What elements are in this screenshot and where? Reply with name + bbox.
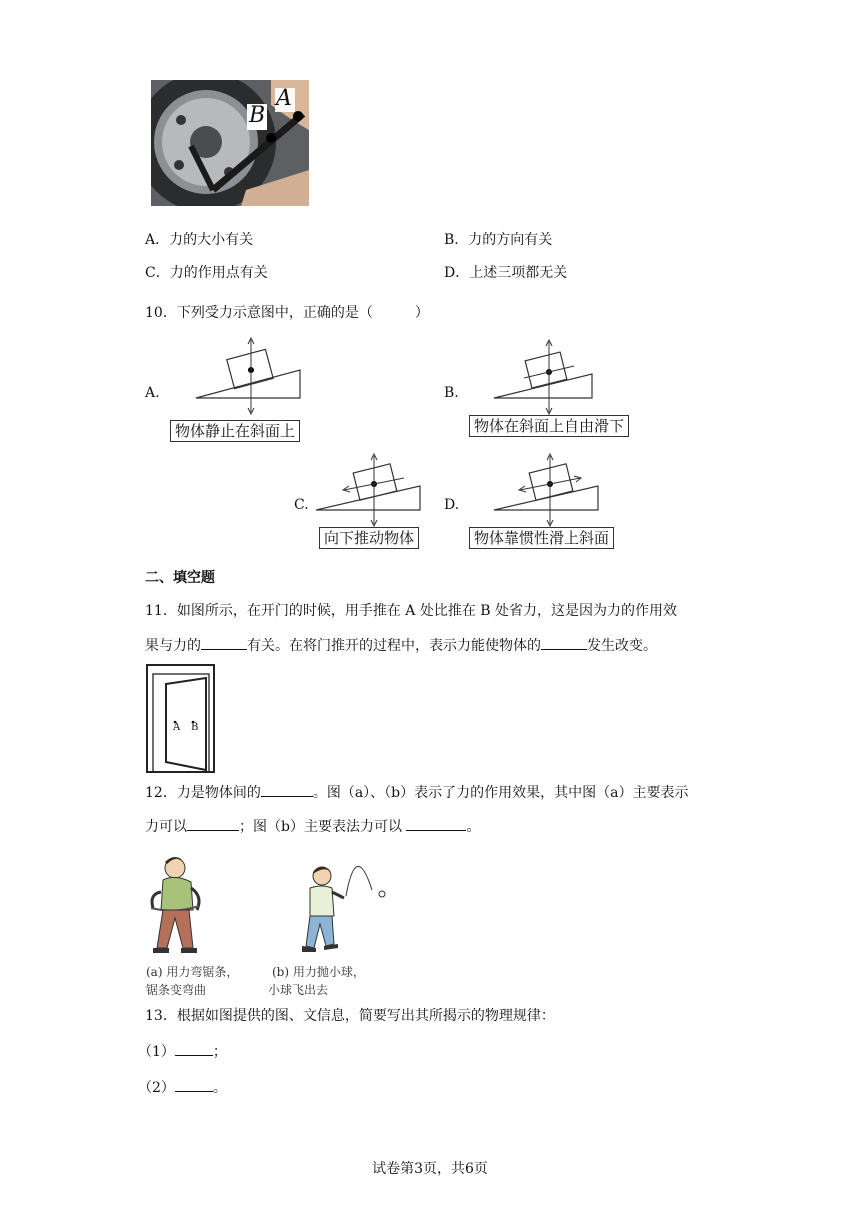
q12-text-c: 力可以 (145, 819, 187, 835)
q10-option-c-letter[interactable]: C. (294, 497, 309, 513)
q13-item-2-end: 。 (212, 1080, 227, 1096)
diagram-b-caption: 物体在斜面上自由滑下 (469, 415, 629, 437)
figure-b-throwing-ball (298, 846, 390, 958)
q13-stem: 13．根据如图提供的图、文信息，简要写出其所揭示的物理规律： (145, 1008, 555, 1024)
q10-option-a-letter[interactable]: A. (145, 385, 160, 401)
q12-text-b: 。图（a）、（b）表示了力的作用效果，其中图（a）主要表示 (312, 785, 689, 801)
photo-label-b: B (249, 103, 266, 128)
q12-text-d: ；图（b）主要表法力可以 (239, 819, 402, 835)
q12-blank-1[interactable] (261, 784, 313, 797)
q11-blank-1[interactable] (201, 637, 247, 650)
q13-item-2-label: （2） (138, 1080, 175, 1096)
q12-text-a: 12．力是物体间的 (145, 785, 261, 801)
q11-line2 (145, 637, 657, 655)
door-label-b: B (191, 722, 199, 733)
diagram-a-caption: 物体静止在斜面上 (170, 420, 300, 442)
q11-text-a: 果与力的 (145, 638, 201, 654)
q11-text-b: 有关。在将门推开的过程中，表示力能使物体的 (247, 638, 541, 654)
q12-blank-2[interactable] (187, 818, 239, 831)
wrench-photo (151, 80, 309, 206)
q13-item-1-end: ； (212, 1044, 227, 1060)
q9-option-c[interactable]: C．力的作用点有关 (145, 265, 268, 281)
q13-item-1 (138, 1043, 227, 1061)
q9-option-b[interactable]: B．力的方向有关 (444, 232, 553, 248)
q11-line1: 11．如图所示，在开门的时候，用手推在 A 处比推在 B 处省力，这是因为力的作用效 (145, 603, 678, 619)
photo-label-a: A (276, 86, 292, 111)
diagram-d-force (494, 454, 604, 528)
door-diagram (146, 664, 216, 774)
door-label-a: A (173, 722, 181, 733)
q10-option-d-letter[interactable]: D. (444, 497, 460, 513)
q12-line1 (145, 784, 688, 802)
q12-blank-3[interactable] (406, 818, 466, 831)
figure-b-caption-line2: 小球飞出去 (268, 983, 329, 997)
q13-item-2 (138, 1079, 227, 1097)
diagram-a-force (196, 336, 306, 416)
figure-a-caption-line1: (a) 用力弯锯条， (146, 965, 239, 979)
q10-option-b-letter[interactable]: B. (444, 385, 459, 401)
q12-line2 (145, 818, 480, 836)
q9-option-a[interactable]: A．力的大小有关 (145, 232, 254, 248)
q13-item-1-label: （1） (138, 1044, 175, 1060)
figure-b-caption-line1: (b) 用力抛小球， (272, 965, 365, 979)
diagram-b-force (494, 340, 604, 420)
q10-stem: 10．下列受力示意图中，正确的是（ ） (145, 305, 429, 321)
diagram-c-caption: 向下推动物体 (319, 527, 419, 549)
q11-blank-2[interactable] (541, 637, 587, 650)
figure-a-bending-saw (145, 852, 215, 957)
diagram-d-caption: 物体靠惯性滑上斜面 (469, 527, 614, 549)
q13-blank-1[interactable] (175, 1043, 213, 1056)
figure-a-caption-line2: 锯条变弯曲 (146, 983, 207, 997)
q9-option-d[interactable]: D．上述三项都无关 (444, 265, 568, 281)
q12-text-e: 。 (466, 819, 481, 835)
q11-text-c: 发生改变。 (587, 638, 657, 654)
q13-blank-2[interactable] (175, 1079, 213, 1092)
section-title-fill-in: 二、填空题 (145, 570, 215, 586)
page-footer: 试卷第3页，共6页 (372, 1161, 488, 1177)
diagram-c-force (316, 454, 426, 528)
